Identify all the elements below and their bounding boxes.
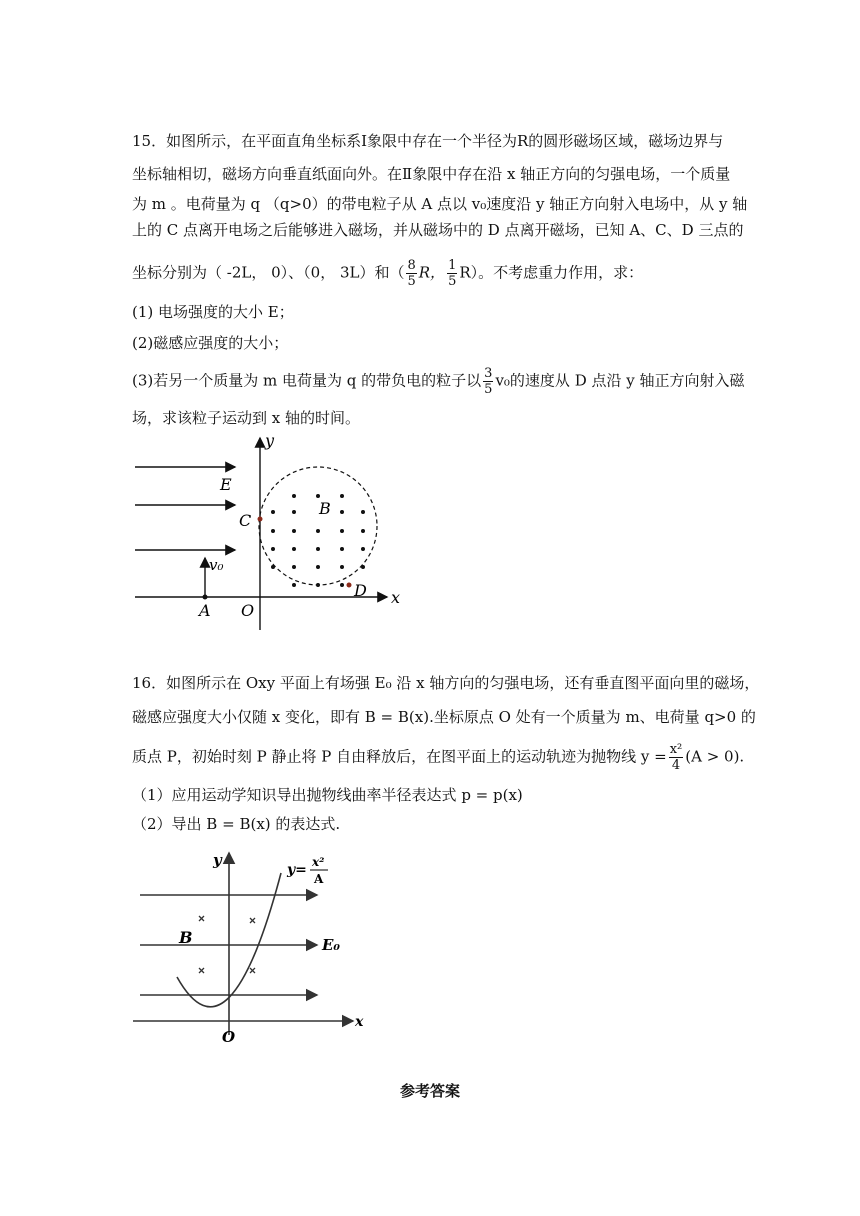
label-a: A	[199, 601, 211, 620]
label-y: y	[265, 431, 275, 450]
fraction-numerator: 8	[407, 258, 416, 273]
fraction-numerator: 1	[448, 258, 457, 273]
curve-label-numerator: x²	[312, 855, 325, 869]
label-y: y	[213, 851, 222, 869]
label-b: B	[179, 928, 193, 947]
q16-part-2: （2）导出 B = B(x) 的表达式.	[132, 815, 341, 833]
q15-part-3	[132, 366, 745, 397]
q15-line-5-text-a: 坐标分别为（ -2L， 0）、（0， 3L）和（	[132, 263, 405, 282]
fraction-3-5	[483, 366, 493, 397]
fraction-1-5	[447, 258, 457, 289]
magnetic-field-dots	[271, 494, 365, 587]
q15-part-3-line-2: 场，求该粒子运动到 x 轴的时间。	[132, 409, 360, 427]
label-d: D	[354, 581, 367, 600]
label-x: x	[391, 588, 401, 607]
fraction-denominator: 5	[407, 274, 416, 289]
fraction-x2-4	[669, 742, 684, 773]
label-e0: E₀	[322, 936, 341, 954]
label-o: O	[241, 601, 255, 620]
q16-line-1: 16．如图所示在 Oxy 平面上有场强 E₀ 沿 x 轴方向的匀强电场，还有垂直图平面向里的磁场，	[132, 674, 760, 692]
q16-line-2: 磁感应强度大小仅随 x 变化，即有 B = B(x).坐标原点 O 处有一个质量为 m、电荷量 q>0 的	[132, 708, 756, 726]
curve-label-prefix: y=	[287, 862, 307, 878]
q15-line-2: 坐标轴相切，磁场方向垂直纸面向外。在Ⅱ象限中存在沿 x 轴正方向的匀强电场，一个质量	[132, 165, 731, 183]
point-a-dot	[203, 595, 208, 600]
q15-figure	[125, 430, 415, 640]
q15-line-4: 上的 C 点离开电场之后能够进入磁场，并从磁场中的 D 点离开磁场，已知 A、C、D 三点的	[132, 221, 744, 239]
q15-part-1: (1) 电场强度的大小 E；	[132, 303, 294, 321]
answer-section-title: 参考答案	[399, 1082, 460, 1100]
label-x: x	[355, 1014, 364, 1030]
fraction-numerator: 3	[484, 366, 493, 381]
q15-part-3-text-a: (3)若另一个质量为 m 电荷量为 q 的带负电的粒子以	[132, 371, 482, 390]
q15-line-1: 15．如图所示，在平面直角坐标系Ⅰ象限中存在一个半径为R的圆形磁场区域，磁场边界与	[132, 132, 724, 150]
q15-line-3: 为 m 。电荷量为 q （q>0）的带电粒子从 A 点以 v₀速度沿 y 轴正方向射入电场中，从 y 轴	[132, 195, 748, 213]
label-c: C	[239, 511, 252, 530]
fraction-denominator: 5	[484, 382, 493, 397]
q16-figure	[125, 845, 370, 1050]
fraction-denominator: 5	[448, 274, 457, 289]
point-d-marker	[347, 583, 352, 588]
q15-line-5-text-c: R）。不考虑重力作用，求：	[459, 263, 644, 282]
fraction-numerator: x²	[669, 742, 683, 757]
q15-line-5	[132, 258, 643, 289]
label-o: O	[222, 1028, 236, 1046]
q16-line-3	[132, 742, 744, 773]
fraction-denominator: 4	[671, 758, 681, 773]
q16-line-3-text-b: (A > 0).	[685, 747, 745, 766]
q16-part-1: （1）应用运动学知识导出抛物线曲率半径表达式 p = p(x)	[132, 786, 523, 804]
q16-line-3-text-a: 质点 P，初始时刻 P 静止将 P 自由释放后，在图平面上的运动轨迹为抛物线 y =	[132, 747, 667, 766]
point-c-marker	[258, 517, 263, 522]
label-v0: v₀	[209, 556, 224, 574]
fraction-8-5	[406, 258, 416, 289]
label-e: E	[220, 475, 232, 494]
q15-part-2: (2)磁感应强度的大小；	[132, 334, 289, 352]
curve-label-denominator: A	[314, 872, 324, 886]
q15-part-3-text-b: v₀的速度从 D 点沿 y 轴正方向射入磁	[495, 371, 745, 390]
q15-line-5-text-b: R，	[418, 263, 446, 282]
label-b: B	[319, 499, 331, 518]
